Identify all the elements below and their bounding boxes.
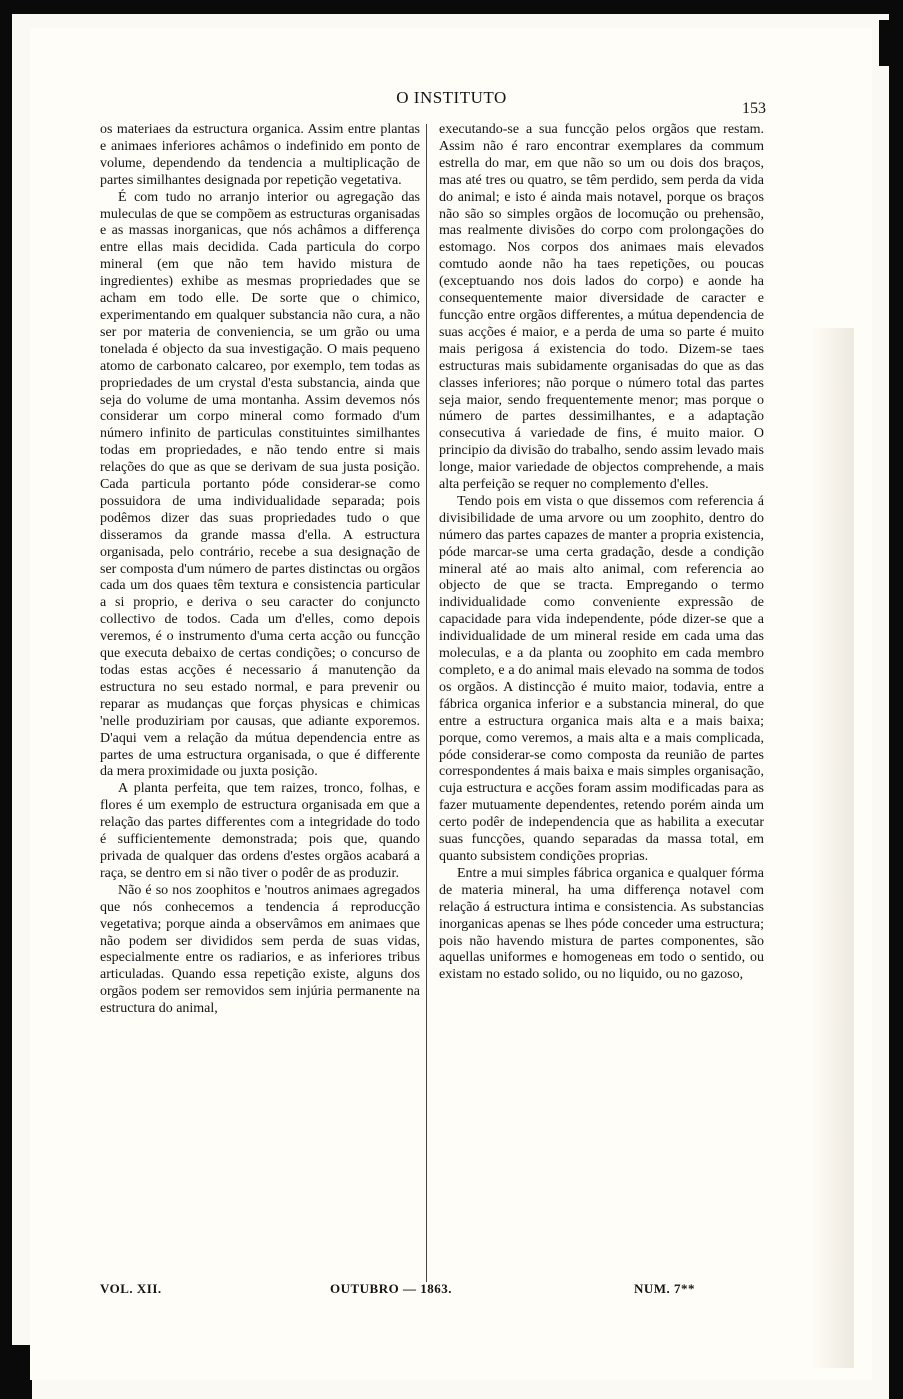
left-column	[100, 122, 420, 1282]
right-paragraph: executando-se a sua funcção pelos orgãos que restam. Assim não é raro encontrar exemplares da commum estrella do mar, em que não so um ou dois dos braços, mas até tres ou quatro, se têm perdido, sem perda da vida do animal; e isto é ainda mais notavel, porque os braços não são so simples orgãos de locomução ou prehensão, mas realmente divisões do corpo com prolongações do estomago. Nos corpos dos animaes mais elevados comtudo aonde não ha taes repetições, ou poucas (exceptuando nos dois lados do corpo) e aonde ha consequentemente maior diversidade de caracter e funcção entre orgãos differentes, a mútua dependencia de suas acções é maior, e a perda de uma so parte é muito mais perigosa á existencia do todo. Dizem-se taes estructuras mais subidamente organisadas do que as das classes inferiores; não porque o número total das partes seja maior, sendo frequentemente menor; mas porque o número de partes dessimilhantes, e a adaptação consecutiva á variedade de fins, é muito maior. O principio da divisão do trabalho, sendo assim levado mais longe, maior variedade de objectos comprehende, a mais alta perfeição se requer no complemento d'elles.	[439, 122, 764, 493]
column-divider	[426, 124, 427, 1282]
page-number: 153	[742, 100, 766, 117]
right-paragraph: Tendo pois em vista o que dissemos com referencia á divisibilidade de uma arvore ou um zoophito, dentro do número das partes capazes de manter a propria existencia, póde marcar-se uma certa gradação, desde a condição mineral até ao mais alto animal, com referencia ao objecto de que se tracta. Empregando o termo individualidade como conveniente expressão de capacidade para vida independente, póde dizer-se que a individualidade de um mineral reside em cada uma das moleculas, e a da planta ou zoophito em cada membro completo, e a do animal mais elevado na somma de todos os orgãos. A distincção é muito maior, todavia, entre a fábrica organica inferior e a substancia mineral, do que entre a estructura organica mais alta e a mais baixa; porque, como veremos, a mais alta e a mais complicada, póde considerar-se como composta da reunião de partes correspondentes á mais baixa e mais simples organisação, cuja estructura e acções foram assim modificadas para as fazer mutuamente dependentes, retendo porém ainda um certo podêr de independencia que as habilita a executar suas funcções, quando separadas da massa total, em quanto subsistem condições proprias.	[439, 493, 764, 864]
left-paragraph: É com tudo no arranjo interior ou agregação das muleculas de que se compõem as estructuras organisadas e as massas inorganicas, que nós achâmos a differença entre ellas mais decidida. Cada particula do corpo mineral (em que não tem havido mistura de ingredientes) exhibe as mesmas propriedades que se acham em todo elle. De sorte que o chimico, experimentando em qualquer substancia não cura, a não ser por materia de conveniencia, se um grão ou uma tonelada é objecto da sua investigação. O mais pequeno atomo de carbonato calcareo, por exemplo, tem todas as propriedades de um crystal d'esta substancia, ainda que seja do volume de uma montanha. Assim devemos nós considerar um corpo mineral como formado d'um número infinito de particulas constituintes similhantes todas em propriedades, e não tendo entre si mais relações do que as que se derivam de sua justa posição. Cada particula portanto póde considerar-se como possuidora de uma individualidade separada; pois podêmos dizer das suas propriedades tudo o que disseramos da grande massa d'ella. A estructura organisada, pelo contrário, recebe a sua designação de ser composta d'um número de partes distinctas ou orgãos cada um dos quaes têm textura e consistencia particular a si proprio, e deriva o seu caracter do conjuncto collectivo de todos. Cada um d'elles, como depois veremos, é o instrumento d'uma certa acção ou funcção que executa debaixo de certas condições; o concurso de todas estas acções é necessario á manutenção da estructura no seu estado normal, e para prevenir ou reparar as mudanças que forças physicas e chimicas 'nelle produziriam por causas, que adiante exporemos. D'aqui vem a relação da mútua dependencia entre as partes de uma estructura organisada, o que é differente da mera proximidade ou juxta posição.	[100, 189, 420, 780]
left-paragraph: os materiaes da estructura organica. Assim entre plantas e animaes inferiores achâmos o indefinido em ponto de volume, dependendo da tendencia a multiplicação de partes similhantes designada por repetição vegetativa.	[100, 122, 420, 188]
right-paragraph: Entre a mui simples fábrica organica e qualquer fórma de materia mineral, ha uma differença notavel com relação á estructura intima e consistencia. As substancias inorganicas apenas se lhes póde conceder uma estructura; pois não havendo mistura de partes componentes, são aquellas uniformes e homogeneas em todo o sentido, ou existam no estado solido, ou no liquido, ou no gazoso,	[439, 865, 764, 983]
scan-border-tab-left	[12, 1345, 32, 1399]
left-paragraph: A planta perfeita, que tem raizes, tronco, folhas, e flores é um exemplo de estructura organisada em que a relação das partes differentes com a integridade do todo é sufficientemente demonstrada; pois que, quando privada de qualquer das ordens d'estes orgãos acabará a raça, se dentro em si não tiver o podêr de as produzir.	[100, 781, 420, 881]
scan-border-left	[0, 0, 12, 1399]
footer-volume: VOL. XII.	[100, 1281, 162, 1296]
scan-border-top	[0, 0, 903, 14]
footer-number: NUM. 7**	[634, 1281, 696, 1296]
scan-border-tab-right	[879, 20, 889, 66]
paper-stain	[810, 328, 854, 1368]
scan-border-right	[889, 0, 903, 1399]
footer-date: OUTUBRO — 1863.	[330, 1281, 452, 1296]
right-column	[439, 122, 764, 1282]
running-title: O INSTITUTO	[396, 88, 507, 107]
left-paragraph: Não é so nos zoophitos e 'noutros animaes agregados que nós conhecemos a tendencia á reproducção vegetativa; porque ainda a observâmos em animaes que não podem ser divididos sem perda de suas vidas, especialmente entre os radiarios, e as inferiores tribus articuladas. Quando essa repetição existe, alguns dos orgãos podem ser removidos sem injúria permanente na estructura do animal,	[100, 882, 420, 1017]
